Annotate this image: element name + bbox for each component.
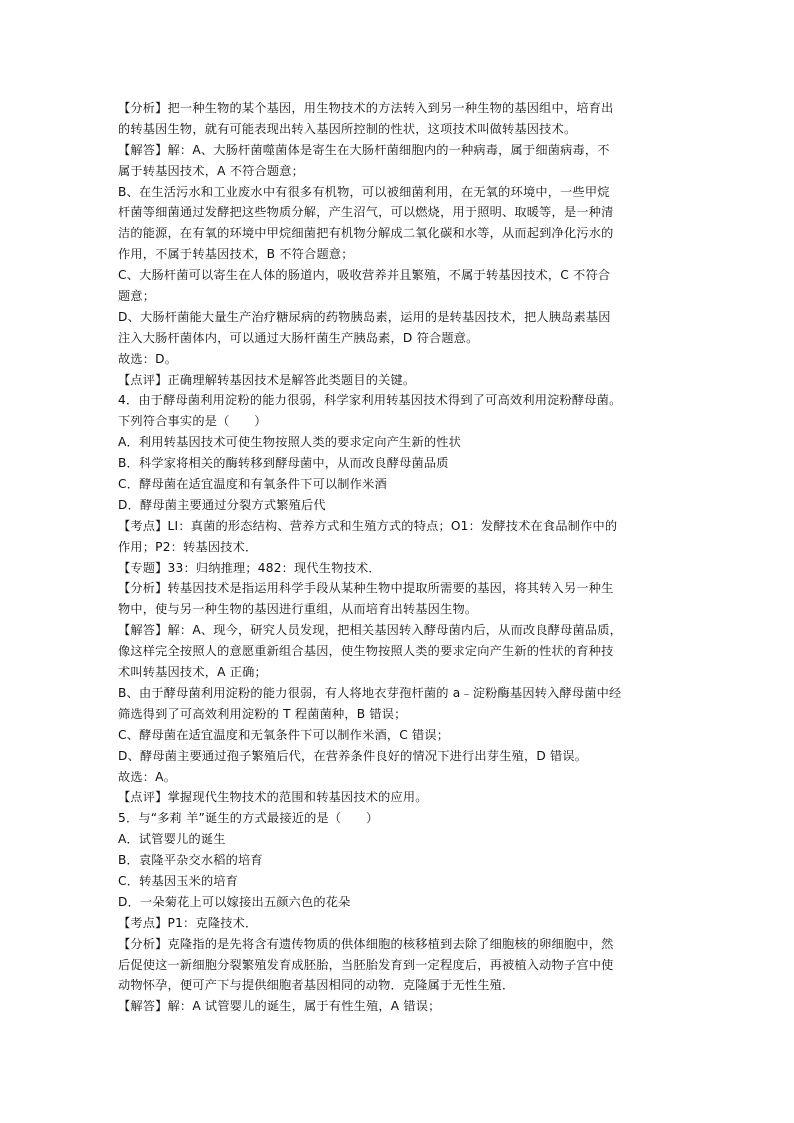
text-line: D、大肠杆菌能大量生产治疗糖尿病的药物胰岛素，运用的是转基因技术，把人胰岛素基因 xyxy=(118,309,611,324)
text-line: A．利用转基因技术可使生物按照人类的要求定向产生新的性状 xyxy=(118,435,461,450)
text-line: 题意； xyxy=(118,289,156,304)
text-line: 属于转基因技术，A 不符合题意； xyxy=(118,163,305,178)
text-line: 【考点】LI：真菌的形态结构、营养方式和生殖方式的特点；O1：发酵技术在食品制作中的 xyxy=(118,518,618,533)
text-line: 杆菌等细菌通过发酵把这些物质分解，产生沼气，可以燃烧，用于照明、取暖等，是一种清 xyxy=(118,205,614,220)
text-line: C、大肠杆菌可以寄生在人体的肠道内，吸收营养并且繁殖，不属于转基因技术，C 不符合 xyxy=(118,268,611,283)
text-line: B、由于酵母菌利用淀粉的能力很弱，有人将地衣芽孢杆菌的 a﹣淀粉酶基因转入酵母菌中经 xyxy=(118,685,622,700)
text-line: 【点评】掌握现代生物技术的范围和转基因技术的应用。 xyxy=(118,790,428,805)
text-line: 【分析】转基因技术是指运用科学手段从某种生物中提取所需要的基因，将其转入另一种生 xyxy=(118,581,614,596)
text-line: 作用，不属于转基因技术，B 不符合题意； xyxy=(118,247,354,262)
text-line: 【考点】P1：克隆技术． xyxy=(118,915,258,930)
text-line: B．袁隆平杂交水稻的培育 xyxy=(118,853,263,868)
text-line: 故选：D。 xyxy=(118,351,178,366)
text-line: 【分析】克隆指的是先将含有遗传物质的供体细胞的核移植到去除了细胞核的卵细胞中，然 xyxy=(118,936,614,951)
text-line: 作用；P2：转基因技术． xyxy=(118,539,258,554)
text-line: A．试管婴儿的诞生 xyxy=(118,832,226,847)
text-line: 术叫转基因技术，A 正确； xyxy=(118,665,267,680)
text-line: 【点评】正确理解转基因技术是解答此类题目的关键。 xyxy=(118,372,416,387)
text-line: 注入大肠杆菌体内，可以通过大肠杆菌生产胰岛素，D 符合题意。 xyxy=(118,330,479,345)
text-line: C．转基因玉米的培育 xyxy=(118,873,239,888)
text-line: 【解答】解：A、大肠杆菌噬菌体是寄生在大肠杆菌细胞内的一种病毒，属于细菌病毒，不 xyxy=(118,142,610,157)
text-line: 【解答】解：A、现今，研究人员发现，把相关基因转入酵母菌内后，从而改良酵母菌品质， xyxy=(118,623,623,638)
text-line: 后促使这一新细胞分裂繁殖发育成胚胎，当胚胎发育到一定程度后，再被植入动物子宫中使 xyxy=(118,957,614,972)
text-line: 动物怀孕，便可产下与提供细胞者基因相同的动物．克隆属于无性生殖． xyxy=(118,978,515,993)
text-line: 下列符合事实的是（ ） xyxy=(118,414,267,429)
text-line: 【专题】33：归纳推理；482：现代生物技术． xyxy=(118,560,381,575)
text-line: 物中，使与另一种生物的基因进行重组，从而培育出转基因生物。 xyxy=(118,602,478,617)
text-line: 的转基因生物，就有可能表现出转入基因所控制的性状，这项技术叫做转基因技术。 xyxy=(118,121,577,136)
text-line: D、酵母菌主要通过孢子繁殖后代，在营养条件良好的情况下进行出芽生殖，D 错误。 xyxy=(118,748,588,763)
text-line: 像这样完全按照人的意愿重新组合基因，使生物按照人类的要求定向产生新的性状的育种技 xyxy=(118,644,614,659)
text-line: B、在生活污水和工业废水中有很多有机物，可以被细菌利用，在无氧的环境中，一些甲烷 xyxy=(118,184,610,199)
document-page xyxy=(118,98,684,1017)
text-line: 5．与“多莉 羊”诞生的方式最接近的是（ ） xyxy=(118,811,379,826)
text-line: 故选：A。 xyxy=(118,769,177,784)
text-line: 【解答】解：A 试管婴儿的诞生，属于有性生殖，A 错误； xyxy=(118,999,441,1014)
text-line: B．科学家将相关的酶转移到酵母菌中，从而改良酵母菌品质 xyxy=(118,456,449,471)
text-line: D．一朵菊花上可以嫁接出五颜六色的花朵 xyxy=(118,894,351,909)
text-line: D．酵母菌主要通过分裂方式繁殖后代 xyxy=(118,497,326,512)
text-line: C．酵母菌在适宜温度和有氧条件下可以制作米酒 xyxy=(118,477,387,492)
text-line: 【分析】把一种生物的某个基因，用生物技术的方法转入到另一种生物的基因组中，培育出 xyxy=(118,101,614,115)
text-line: 筛选得到了可高效利用淀粉的 T 程菌菌种，B 错误； xyxy=(118,706,407,721)
text-line: 4．由于酵母菌利用淀粉的能力很弱，科学家利用转基因技术得到了可高效利用淀粉酵母菌。 xyxy=(118,393,622,408)
text-line: 洁的能源，在有氧的环境中甲烷细菌把有机物分解成二氧化碳和水等，从而起到净化污水的 xyxy=(118,226,614,241)
text-line: C、酵母菌在适宜温度和无氧条件下可以制作米酒，C 错误； xyxy=(118,727,450,742)
